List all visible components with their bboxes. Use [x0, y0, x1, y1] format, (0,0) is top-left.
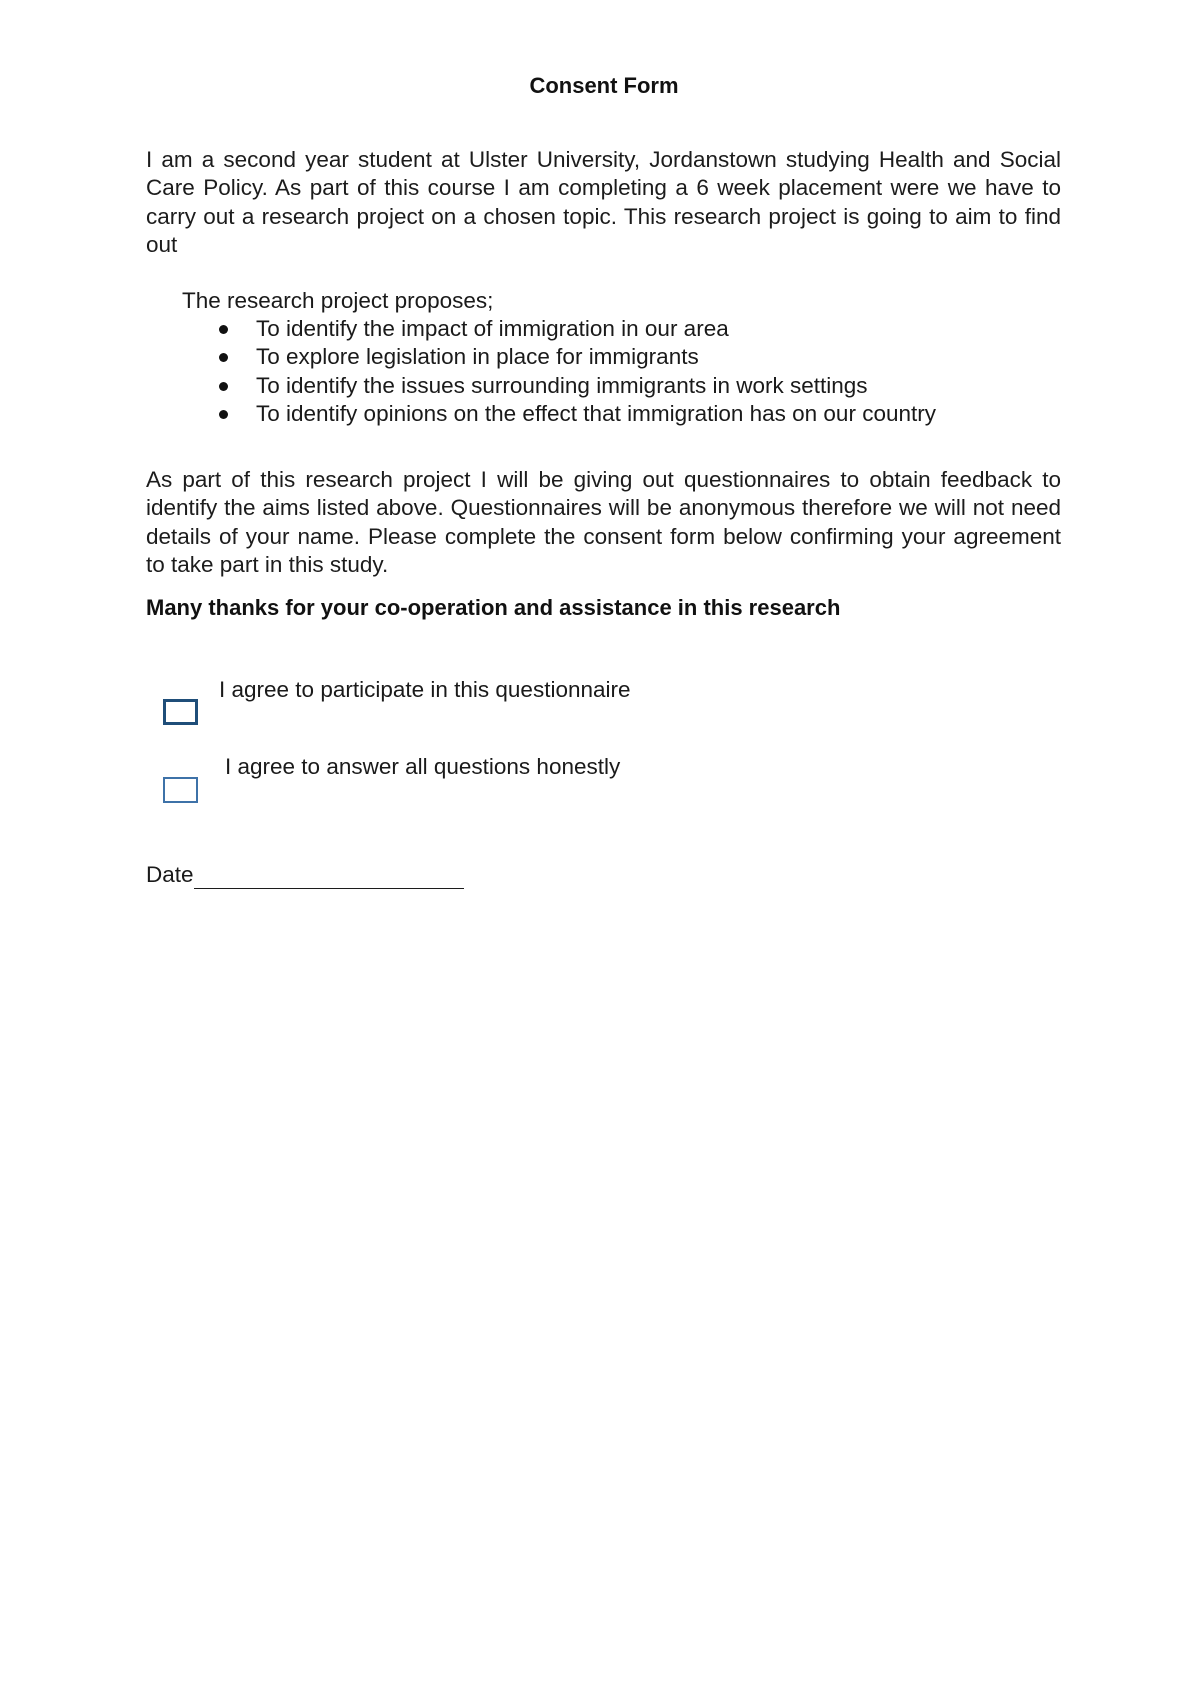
- date-signature-line[interactable]: [194, 866, 464, 889]
- page-title: Consent Form: [529, 73, 679, 98]
- aims-list: [0, 315, 1200, 428]
- consent-row-honest: [0, 753, 1200, 803]
- aim-text: To explore legislation in place for immigrants: [256, 344, 699, 370]
- thanks-note: Many thanks for your co-operation and assistance in this research: [146, 595, 841, 620]
- honesty-checkbox[interactable]: [163, 777, 198, 803]
- aim-text: To identify the issues surrounding immigrants in work settings: [256, 372, 868, 398]
- participate-checkbox[interactable]: [163, 699, 198, 725]
- questionnaire-paragraph: As part of this research project I will be giving out questionnaires to obtain feedback to identify the aims listed above. Questionnaires will be anonymous therefore we will not need details of your name. Please complete the consent form below confirming your agreement to take part in this study.: [146, 467, 1061, 577]
- honesty-label: I agree to answer all questions honestly: [225, 754, 621, 779]
- date-field: [146, 861, 464, 889]
- date-label: Date: [146, 862, 194, 887]
- participate-label: I agree to participate in this questionnaire: [219, 677, 631, 702]
- bullet-icon: [219, 410, 228, 419]
- bullet-icon: [219, 325, 228, 334]
- list-item: [0, 372, 1200, 400]
- intro-paragraph: I am a second year student at Ulster University, Jordanstown studying Health and Social Care Policy. As part of this course I am completing a 6 week placement were we have to carry out a research project on a chosen topic. This research project is going to aim to find out: [146, 147, 1061, 257]
- list-item: [0, 400, 1200, 428]
- consent-row-participate: [0, 676, 1200, 726]
- aim-text: To identify the impact of immigration in our area: [256, 316, 729, 341]
- proposes-heading: The research project proposes;: [182, 288, 494, 313]
- list-item: [0, 315, 1200, 343]
- aim-text: To identify opinions on the effect that immigration has on our country: [256, 400, 936, 426]
- list-item: [0, 343, 1200, 371]
- bullet-icon: [219, 382, 228, 391]
- bullet-icon: [219, 353, 228, 362]
